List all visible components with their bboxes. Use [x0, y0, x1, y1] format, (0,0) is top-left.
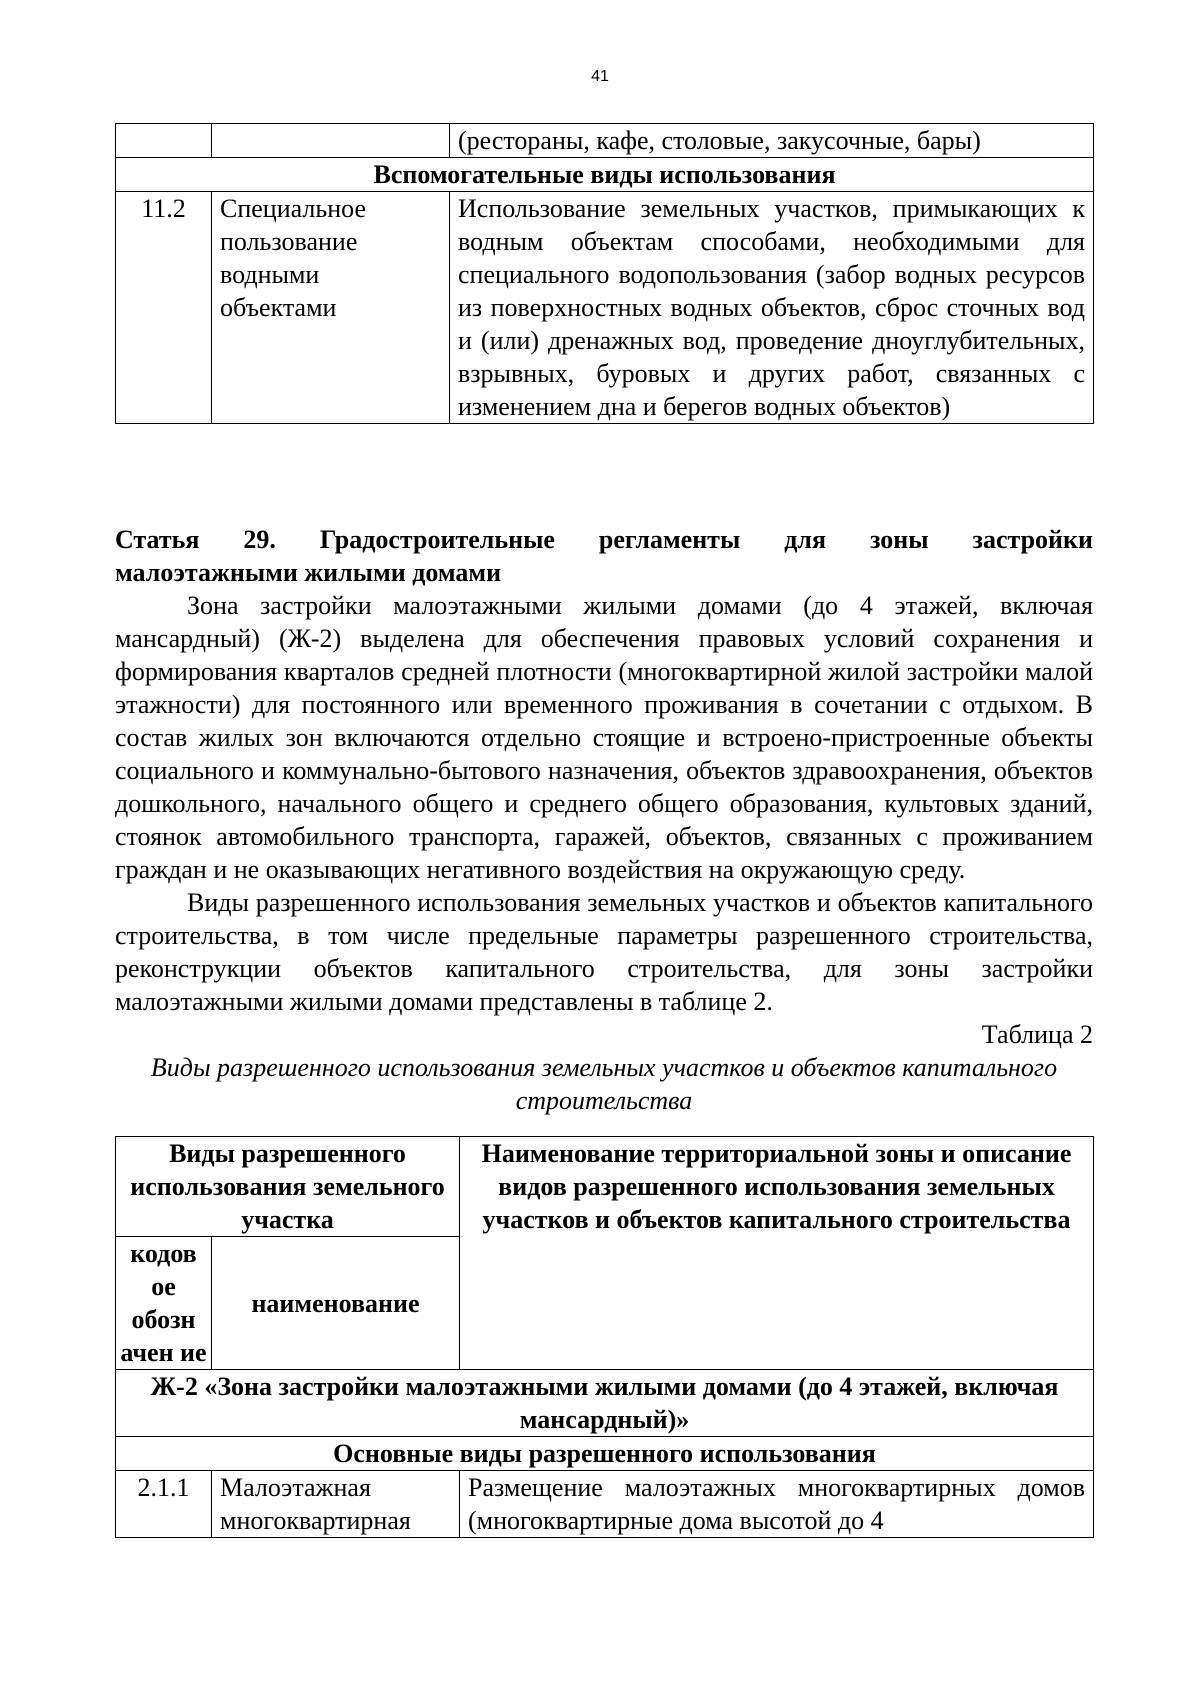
code-cell — [116, 124, 212, 158]
table-row — [116, 192, 1094, 424]
land-use-table — [115, 1136, 1094, 1538]
continuation-table — [115, 123, 1094, 424]
header-code: кодов ое обозн ачен ие — [116, 1237, 212, 1370]
table-row — [116, 124, 1094, 158]
code-cell: 2.1.1 — [116, 1471, 212, 1538]
section-row — [116, 158, 1094, 192]
article-title — [115, 523, 1093, 589]
section-row — [116, 1437, 1094, 1471]
name-cell: Специальное пользование водными объектами — [212, 192, 450, 424]
zone-title: Ж-2 «Зона застройки малоэтажными жилыми домами (до 4 этажей, включая мансардный)» — [116, 1370, 1094, 1437]
table-header-row — [116, 1137, 1094, 1237]
article-title-line: малоэтажными жилыми домами — [115, 558, 502, 587]
description-cell: (рестораны, кафе, столовые, закусочные, бары) — [450, 124, 1094, 158]
header-land-use-types: Виды разрешенного использования земельного участка — [116, 1137, 460, 1237]
header-zone-description: Наименование территориальной зоны и описание видов разрешенного использования земельных участков и объектов капитального строительства — [460, 1137, 1094, 1370]
header-name: наименование — [212, 1237, 460, 1370]
article-section — [115, 523, 1093, 1117]
section-heading-main: Основные виды разрешенного использования — [116, 1437, 1094, 1471]
zone-row — [116, 1370, 1094, 1437]
name-cell: Малоэтажная многоквартирная — [212, 1471, 460, 1538]
page-number: 41 — [591, 68, 609, 85]
table-caption: Виды разрешенного использования земельных участков и объектов капитального строительства — [150, 1053, 1058, 1115]
code-cell: 11.2 — [116, 192, 212, 424]
description-cell: Размещение малоэтажных многоквартирных домов (многоквартирные дома высотой до 4 — [460, 1471, 1094, 1538]
article-paragraph: Виды разрешенного использования земельных участков и объектов капитального строительства, в том числе предельные параметры разрешенного строительства, реконструкции объектов капитального строительства, для зоны застройки малоэтажными жилыми домами представлены в таблице 2. — [115, 888, 1093, 1016]
table-label: Таблица 2 — [981, 1020, 1093, 1049]
table-row — [116, 1471, 1094, 1538]
article-paragraph: Зона застройки малоэтажными жилыми домами (до 4 этажей, включая мансардный) (Ж-2) выделена для обеспечения правовых условий сохранения и формирования кварталов средней плотности (многоквартирной жилой застройки малой этажности) для постоянного или временного проживания в сочетании с отдыхом. В состав жилых зон включаются отдельно стоящие и встроено-пристроенные объекты социального и коммунально-бытового назначения, объектов здравоохранения, объектов дошкольного, начального общего и среднего общего образования, культовых зданий, стоянок автомобильного транспорта, гаражей, объектов, связанных с проживанием граждан и не оказывающих негативного воздействия на окружающую среду. — [115, 591, 1093, 884]
article-title-line: Статья 29. Градостроительные регламенты для зоны застройки — [115, 525, 1093, 554]
description-cell: Использование земельных участков, примыкающих к водным объектам способами, необходимыми для специального водопользования (забор водных ресурсов из поверхностных водных объектов, сброс сточных вод и (или) дренажных вод, проведение дноуглубительных, взрывных, буровых и других работ, связанных с изменением дна и берегов водных объектов) — [450, 192, 1094, 424]
name-cell — [212, 124, 450, 158]
section-heading-auxiliary: Вспомогательные виды использования — [116, 158, 1094, 192]
